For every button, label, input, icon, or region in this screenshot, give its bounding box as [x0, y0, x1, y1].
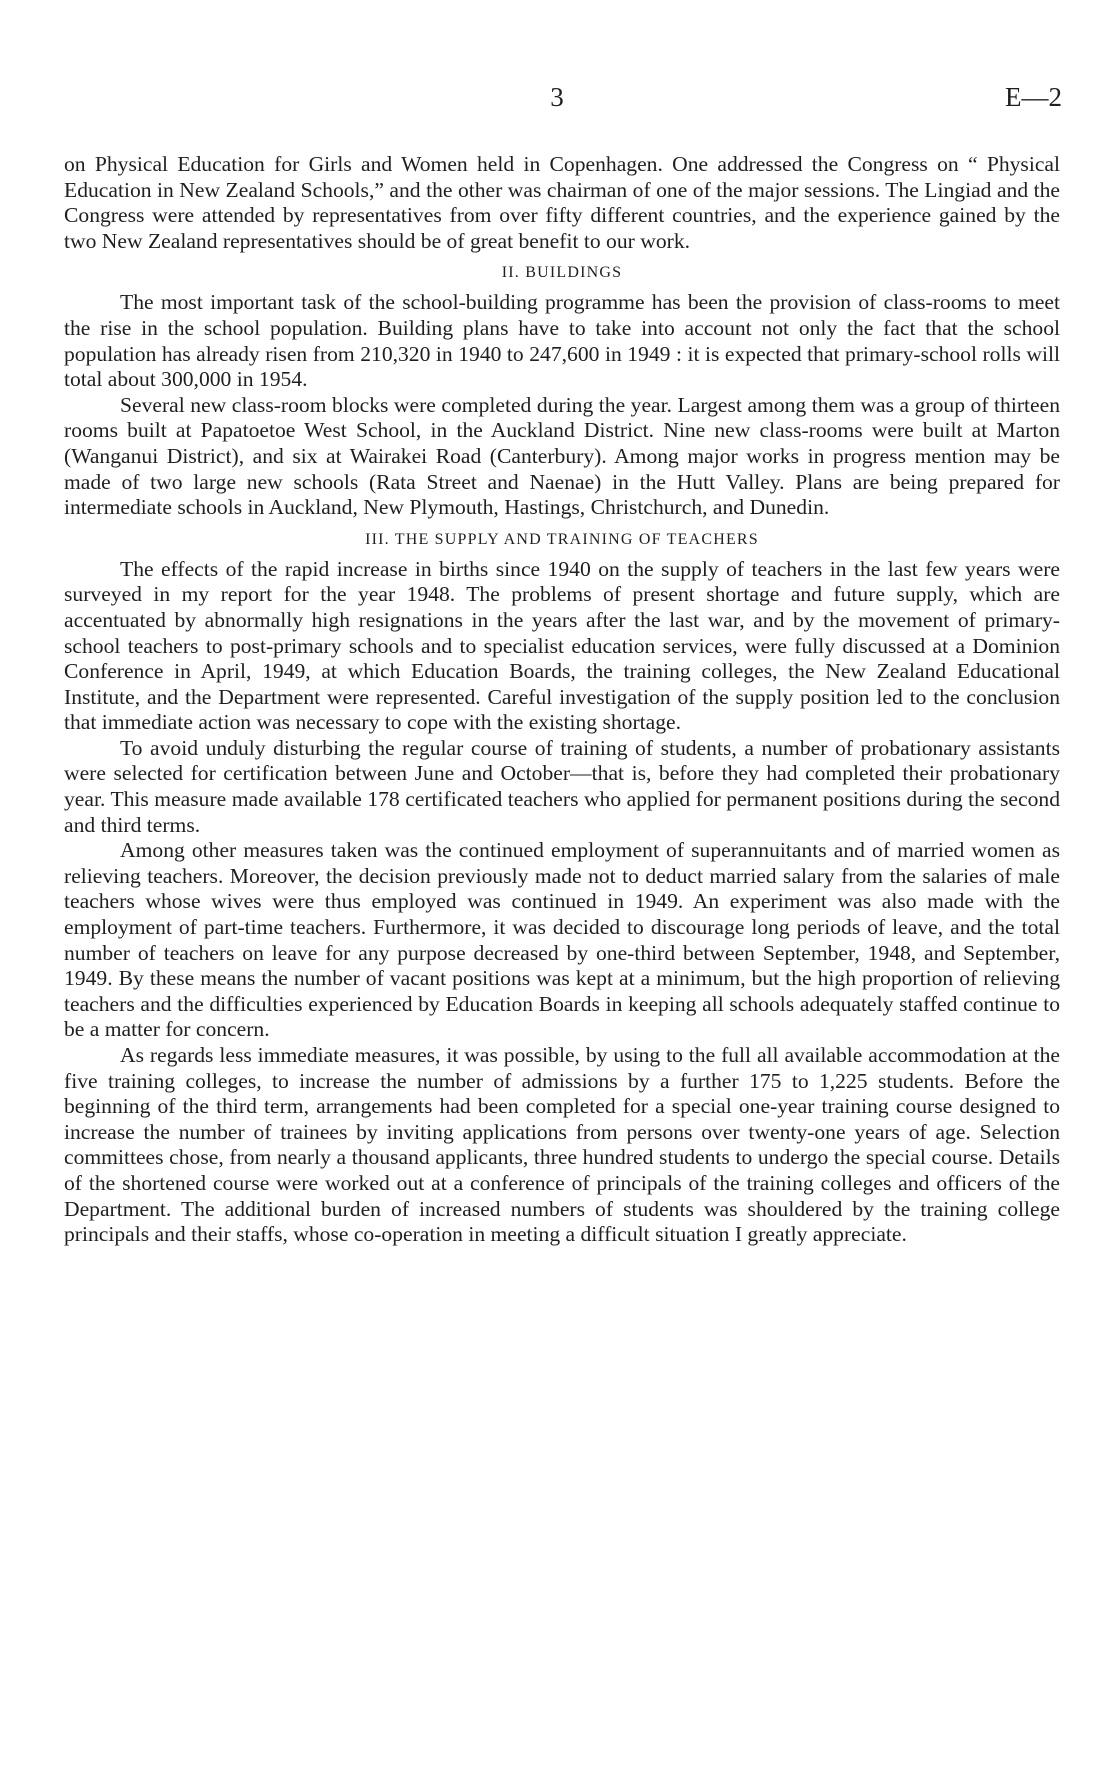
- paragraph: To avoid unduly disturbing the regular course of training of students, a number of probationary assistants were selected for certification between June and October—that is, before they had completed their probationary year. This measure made available 178 certificated teachers who applied for permanent positions during the second and third terms.: [64, 735, 1060, 837]
- section-heading-teachers: III. THE SUPPLY AND TRAINING OF TEACHERS: [365, 530, 759, 548]
- paragraph: Several new class-room blocks were completed during the year. Largest among them was a group of thirteen rooms built at Papatoetoe West School, in the Auckland District. Nine new class-rooms were built at Marton (Wanganui District), and six at Wairakei Road (Canterbury). Among major works in progress mention may be made of two large new schools (Rata Street and Naenae) in the Hutt Valley. Plans are being prepared for intermediate schools in Auckland, New Plymouth, Hastings, Christchurch, and Dunedin.: [64, 392, 1060, 520]
- paragraph: The most important task of the school-building programme has been the provision of class-rooms to meet the rise in the school population. Building plans have to take into account not only the fact that the school population has already risen from 210,320 in 1940 to 247,600 in 1949 : it is expected that primary-school rolls will total about 300,000 in 1954.: [64, 290, 1060, 392]
- section-heading-buildings: II. BUILDINGS: [501, 264, 623, 282]
- document-reference: E—2: [1005, 82, 1062, 112]
- paragraph: The effects of the rapid increase in births since 1940 on the supply of teachers in the last few years were surveyed in my report for the year 1948. The problems of present shortage and future supply, which are accentuated by abnormally high resignations in the years after the last war, and by the movement of primary-school teachers to post-primary schools and to specialist education services, were fully discussed at a Dominion Conference in April, 1949, at which Education Boards, the training colleges, the New Zealand Educational Institute, and the Department were represented. Careful investigation of the supply position led to the conclusion that immediate action was necessary to cope with the existing shortage.: [64, 556, 1060, 735]
- page-number: 3: [550, 82, 564, 112]
- paragraph: on Physical Education for Girls and Women held in Copenhagen. One addressed the Congress on “ Physical Education in New Zealand Schools,” and the other was chairman of one of the major sessions. The Lingiad and the Congress were attended by representatives from over fifty different countries, and the experience gained by the two New Zealand representatives should be of great benefit to our work.: [64, 152, 1060, 253]
- page-body: [64, 152, 1060, 1248]
- paragraph: Among other measures taken was the continued employment of superannuitants and of married women as relieving teachers. Moreover, the decision previously made not to deduct married salary from the salaries of male teachers whose wives were thus employed was continued in 1949. An experiment was also made with the employment of part-time teachers. Furthermore, it was decided to discourage long periods of leave, and the total number of teachers on leave for any purpose decreased by one-third between September, 1948, and September, 1949. By these means the number of vacant positions was kept at a minimum, but the high proportion of relieving teachers and the difficulties experienced by Education Boards in keeping all schools adequately staffed continue to be a matter for concern.: [64, 838, 1060, 1042]
- page-header: [0, 82, 1114, 122]
- paragraph: As regards less immediate measures, it was possible, by using to the full all available accommodation at the five training colleges, to increase the number of admissions by a further 175 to 1,225 students. Before the beginning of the third term, arrangements had been completed for a special one-year training course designed to increase the number of trainees by inviting applications from persons over twenty-one years of age. Selection committees chose, from nearly a thousand applicants, three hundred students to undergo the special course. Details of the shortened course were worked out at a conference of principals of the training colleges and officers of the Department. The additional burden of increased numbers of students was shouldered by the training college principals and their staffs, whose co-operation in meeting a difficult situation I greatly appreciate.: [64, 1043, 1060, 1247]
